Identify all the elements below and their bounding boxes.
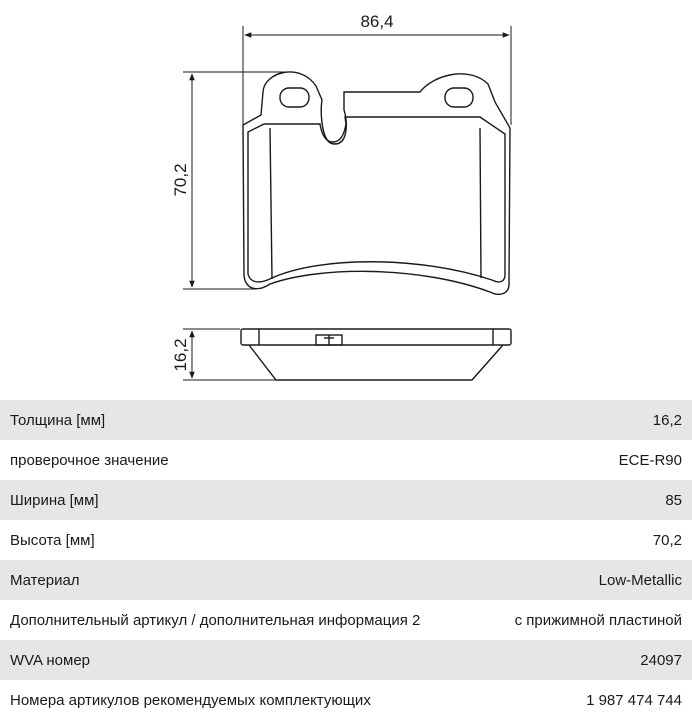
spec-value: 85 [665, 491, 682, 509]
spec-row-material [0, 560, 692, 600]
spec-label: Высота [мм] [10, 531, 95, 549]
spec-row-accessory-numbers [0, 680, 692, 720]
pad-side-view [241, 329, 511, 380]
height-dimension-label: 70,2 [171, 163, 190, 197]
spec-label: Материал [10, 571, 80, 589]
spec-value: с прижимной пластиной [514, 611, 682, 629]
spec-label: Номера артикулов рекомендуемых комплектующих [10, 691, 371, 709]
width-dimension-label: 86,4 [360, 12, 394, 31]
spec-row-width [0, 480, 692, 520]
spec-label: Дополнительный артикул / дополнительная информация 2 [10, 611, 421, 629]
spec-value: ECE-R90 [618, 451, 682, 469]
spec-value: 24097 [640, 651, 682, 669]
spec-table [0, 400, 692, 720]
thickness-dimension [171, 329, 278, 380]
spec-row-test-value [0, 440, 692, 480]
spec-value: 16,2 [652, 411, 682, 429]
spec-row-wva-number [0, 640, 692, 680]
spec-value: 1 987 474 744 [586, 691, 682, 709]
spec-value: Low-Metallic [598, 571, 682, 589]
spec-row-height [0, 520, 692, 560]
spec-row-thickness [0, 400, 692, 440]
width-dimension [243, 12, 511, 125]
spec-label: Ширина [мм] [10, 491, 99, 509]
spec-value: 70,2 [652, 531, 682, 549]
thickness-dimension-label: 16,2 [171, 338, 190, 372]
spec-label: проверочное значение [10, 451, 169, 469]
spec-label: Толщина [мм] [10, 411, 106, 429]
spec-row-additional-info [0, 600, 692, 640]
spec-label: WVA номер [10, 651, 91, 669]
pad-front-view [243, 72, 510, 294]
